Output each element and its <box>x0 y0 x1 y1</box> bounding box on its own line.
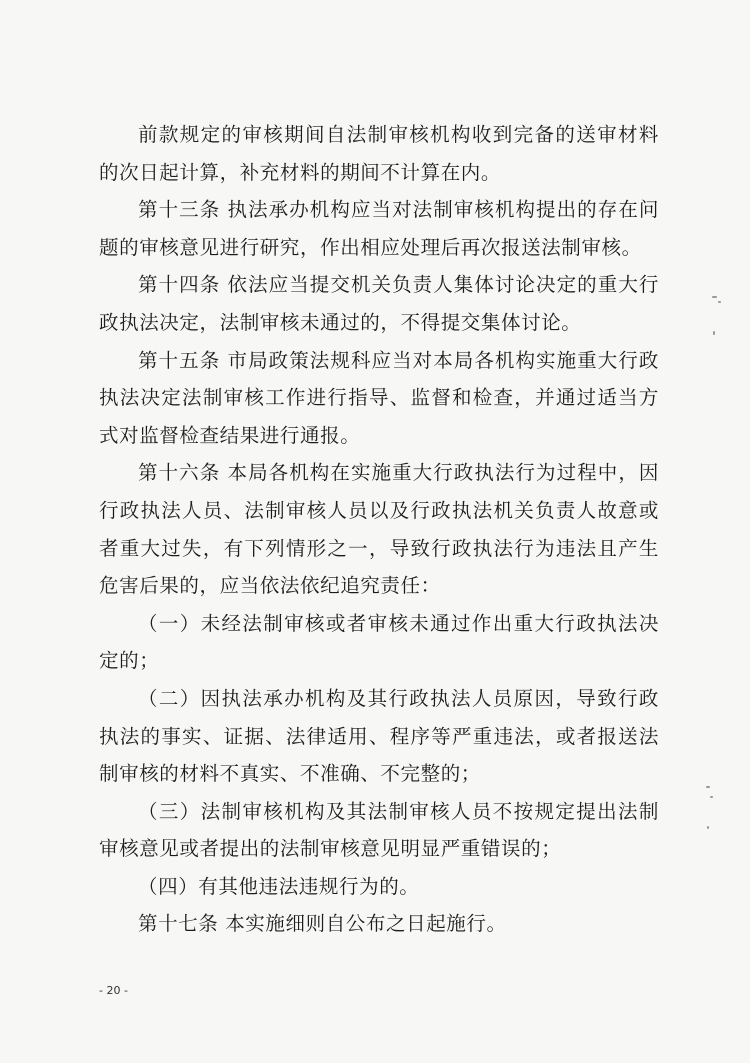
article-16: 第十六条 本局各机构在实施重大行政执法行为过程中，因行政执法人员、法制审核人员以及行政执法机关负责人故意或者重大过失，有下列情形之一，导致行政执法行为违法且产生危害后果的，应当依法依纪追究责任： <box>99 461 659 598</box>
article-14: 第十四条 依法应当提交机关负责人集体讨论决定的重大行政执法决定，法制审核未通过的，不得提交集体讨论。 <box>99 273 659 334</box>
article-13: 第十三条 执法承办机构应当对法制审核机构提出的存在问题的审核意见进行研究，作出相应处理后再次报送法制审核。 <box>99 198 659 259</box>
article-17: 第十七条 本实施细则自公布之日起施行。 <box>138 912 507 936</box>
scan-speck <box>718 301 721 303</box>
scan-speck <box>713 331 715 335</box>
scan-speck <box>712 296 717 298</box>
scan-speck <box>710 796 713 798</box>
page-number: - 20 - <box>99 984 128 997</box>
article-16-item-4: （四）有其他违法违规行为的。 <box>138 874 420 898</box>
scan-speck <box>706 786 710 788</box>
article-16-item-1: （一）未经法制审核或者审核未通过作出重大行政执法决定的； <box>99 611 659 673</box>
paragraph-review-period: 前款规定的审核期间自法制审核机构收到完备的送审材料的次日起计算，补充材料的期间不计算在内。 <box>99 123 659 184</box>
article-16-item-2: （二）因执法承办机构及其行政执法人员原因，导致行政执法的事实、证据、法律适用、程序等严重违法，或者报送法制审核的材料不真实、不准确、不完整的； <box>99 686 659 786</box>
article-15: 第十五条 市局政策法规科应当对本局各机构实施重大行政执法决定法制审核工作进行指导、监督和检查，并通过适当方式对监督检查结果进行通报。 <box>99 348 659 447</box>
scan-speck <box>707 826 709 829</box>
article-16-item-3: （三）法制审核机构及其法制审核人员不按规定提出法制审核意见或者提出的法制审核意见明显严重错误的； <box>99 799 659 861</box>
document-body <box>99 116 659 943</box>
